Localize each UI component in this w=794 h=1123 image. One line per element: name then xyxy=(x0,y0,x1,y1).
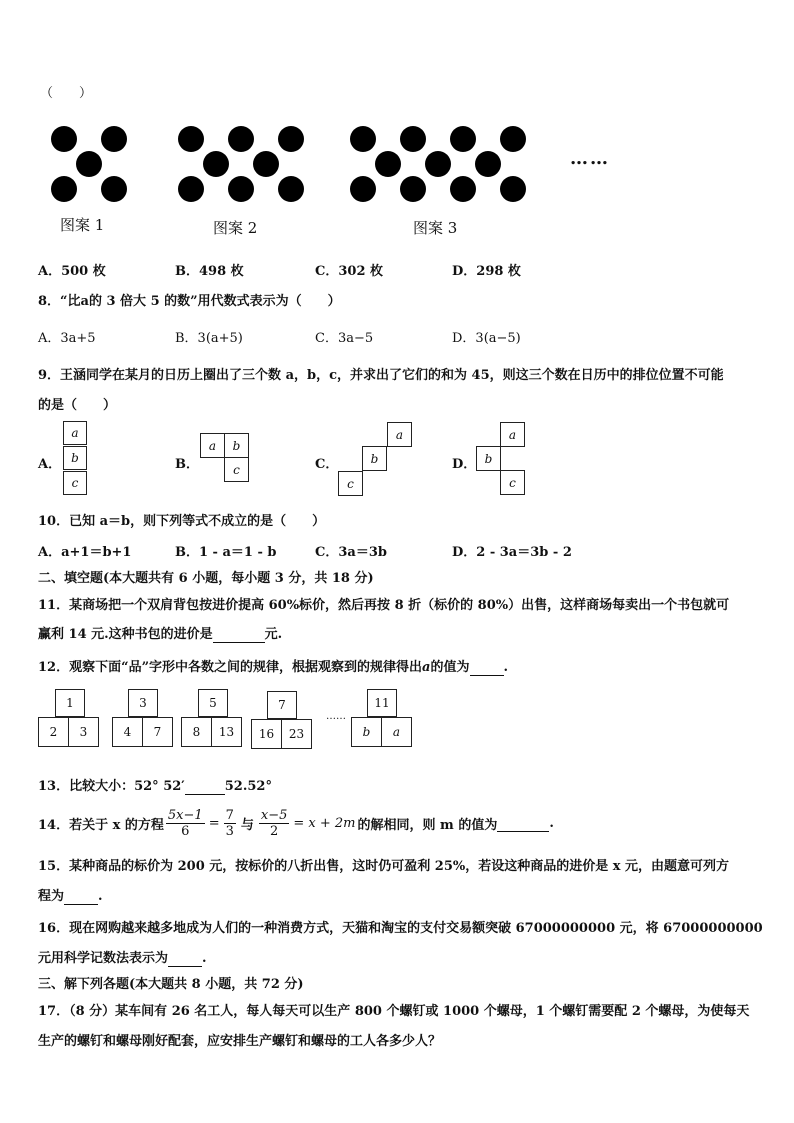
pin-right-cell: a xyxy=(381,717,412,747)
fraction xyxy=(224,808,236,839)
calendar-cell: a xyxy=(500,422,525,447)
dot xyxy=(375,151,401,177)
pattern-label-2: 图案 2 xyxy=(213,219,258,237)
pin-right-cell: 7 xyxy=(142,717,173,747)
q8-option-a: A．3a+5 xyxy=(38,331,96,346)
q7-option-a: A．500 枚 xyxy=(38,264,106,279)
q13-rhs: 52.52° xyxy=(224,779,272,794)
q10-option-c: C．3a＝3b xyxy=(315,545,387,560)
pin-left-cell: 8 xyxy=(181,717,212,747)
q12-stem xyxy=(38,656,508,676)
pattern-figure xyxy=(0,0,794,250)
pin-left-cell: 16 xyxy=(251,719,282,749)
answer-paren: （ ） xyxy=(40,86,93,101)
denominator: 3 xyxy=(225,824,234,839)
answer-blank[interactable] xyxy=(64,889,98,905)
dot xyxy=(278,176,304,202)
answer-blank[interactable] xyxy=(168,951,202,967)
calendar-cell: b xyxy=(362,446,387,471)
pin-left-cell: 4 xyxy=(112,717,143,747)
pattern-label-3: 图案 3 xyxy=(413,219,458,237)
q14-text: . xyxy=(549,816,554,831)
calendar-cell: b xyxy=(224,433,249,458)
q9-option-c-label: C． xyxy=(315,457,339,472)
q16-text: 元用科学记数法表示为 xyxy=(38,951,169,966)
calendar-cell: b xyxy=(476,446,501,471)
calendar-cell: a xyxy=(63,421,87,445)
q16-line1: 16．现在网购越来越多地成为人们的一种消费方式，天猫和淘宝的支付交易额突破 67000000000 元，将 67000000000 xyxy=(38,921,763,936)
q9-stem-line1: 9．王涵同学在某月的日历上圈出了三个数 a，b，c，并求出了它们的和为 45，则这三个数在日历中的排位位置不可能 xyxy=(38,368,724,383)
dot xyxy=(425,151,451,177)
dot xyxy=(178,176,204,202)
pattern-label-1: 图案 1 xyxy=(60,216,105,234)
q15-line1: 15．某种商品的标价为 200 元，按标价的八折出售，这时仍可盈利 25%，若设这种商品的进价是 x 元，由题意可列方 xyxy=(38,859,730,874)
q14-rhs: = x + 2m xyxy=(293,816,356,831)
answer-blank[interactable] xyxy=(213,627,265,643)
q7-option-b: B．498 枚 xyxy=(175,264,244,279)
q9-stem-line2: 的是（ ） xyxy=(38,398,117,413)
q11-text: 赢利 14 元.这种书包的进价是 xyxy=(38,627,213,642)
pin-top-cell: 3 xyxy=(128,689,158,717)
pin-right-cell: 23 xyxy=(281,719,312,749)
q11-unit: 元. xyxy=(264,627,283,642)
pin-left-cell: b xyxy=(351,717,382,747)
dot xyxy=(178,126,204,152)
dot xyxy=(350,126,376,152)
q9-option-a-label: A． xyxy=(38,457,62,472)
q13-text: 13．比较大小：52° 52′ xyxy=(38,779,185,794)
fraction xyxy=(259,808,290,839)
numerator: x−5 xyxy=(260,808,288,823)
pin-top-cell: 1 xyxy=(55,689,85,717)
q12-dots: …… xyxy=(326,711,346,722)
section-3-heading: 三、解下列各题(本大题共 8 小题，共 72 分) xyxy=(38,977,304,992)
q14-text: 与 xyxy=(240,818,254,833)
denominator: 6 xyxy=(181,824,190,839)
dot xyxy=(203,151,229,177)
pin-top-cell: 11 xyxy=(367,689,397,717)
numerator: 5x−1 xyxy=(167,808,203,823)
q16-text: . xyxy=(202,951,207,966)
q12-var: a xyxy=(422,660,431,675)
answer-blank[interactable] xyxy=(497,816,549,832)
q12-text: 12．观察下面“品”字形中各数之间的规律，根据观察到的规律得出 xyxy=(38,660,423,675)
pattern-ellipsis: …… xyxy=(570,148,610,169)
dot xyxy=(450,176,476,202)
q9-option-b-label: B． xyxy=(175,457,199,472)
q15-line2 xyxy=(38,885,103,905)
q10-option-d: D．2 - 3a＝3b - 2 xyxy=(452,545,572,560)
q7-option-c: C．302 枚 xyxy=(315,264,384,279)
dot xyxy=(101,176,127,202)
fraction xyxy=(166,808,205,839)
calendar-cell: b xyxy=(63,446,87,470)
dot xyxy=(228,126,254,152)
pin-left-cell: 2 xyxy=(38,717,69,747)
dot xyxy=(500,126,526,152)
dot xyxy=(76,151,102,177)
q16-line2 xyxy=(38,947,207,967)
equals-sign: = xyxy=(208,816,220,831)
dot xyxy=(51,176,77,202)
q15-text: 程为 xyxy=(38,889,65,904)
q8-option-d: D．3(a−5) xyxy=(452,331,521,346)
q14-text: 14．若关于 x 的方程 xyxy=(38,818,164,833)
denominator: 2 xyxy=(270,824,279,839)
q15-text: . xyxy=(98,889,103,904)
dot xyxy=(400,176,426,202)
dot xyxy=(350,176,376,202)
numerator: 7 xyxy=(225,808,234,823)
dot xyxy=(253,151,279,177)
q8-option-b: B．3(a+5) xyxy=(175,331,243,346)
calendar-cell: a xyxy=(200,433,225,458)
q10-option-a: A．a+1＝b+1 xyxy=(38,545,132,560)
dot xyxy=(51,126,77,152)
pin-right-cell: 3 xyxy=(68,717,99,747)
dot xyxy=(228,176,254,202)
q9-option-d-label: D． xyxy=(452,457,477,472)
dot xyxy=(450,126,476,152)
calendar-cell: a xyxy=(387,422,412,447)
q8-stem: 8．“比a的 3 倍大 5 的数”用代数式表示为（ ） xyxy=(38,294,341,309)
dot xyxy=(101,126,127,152)
q7-option-d: D．298 枚 xyxy=(452,264,521,279)
q10-stem: 10．已知 a＝b，则下列等式不成立的是（ ） xyxy=(38,514,326,529)
calendar-cell: c xyxy=(500,470,525,495)
pin-top-cell: 5 xyxy=(198,689,228,717)
pin-right-cell: 13 xyxy=(211,717,242,747)
q13-stem xyxy=(38,775,272,795)
q11-line1: 11．某商场把一个双肩背包按进价提高 60%标价，然后再按 8 折（标价的 80%）出售，这样商场每卖出一个书包就可 xyxy=(38,598,730,613)
dot xyxy=(500,176,526,202)
q10-option-b: B．1 - a＝1 - b xyxy=(175,545,277,560)
section-2-heading: 二、填空题(本大题共有 6 小题，每小题 3 分，共 18 分) xyxy=(38,571,374,586)
calendar-cell: c xyxy=(338,471,363,496)
q12-text: . xyxy=(503,660,509,675)
calendar-cell: c xyxy=(224,457,249,482)
pin-top-cell: 7 xyxy=(267,691,297,719)
q17-line2: 生产的螺钉和螺母刚好配套，应安排生产螺钉和螺母的工人各多少人？ xyxy=(38,1034,442,1049)
q14-text: 的解相同，则 m 的值为 xyxy=(357,818,498,833)
answer-blank[interactable] xyxy=(470,660,504,676)
q12-text: 的值为 xyxy=(430,660,470,675)
q17-line1: 17．（8 分）某车间有 26 名工人，每人每天可以生产 800 个螺钉或 1000 个螺母，1 个螺钉需要配 2 个螺母，为使每天 xyxy=(38,1004,750,1019)
answer-blank[interactable] xyxy=(185,779,225,795)
dot xyxy=(475,151,501,177)
q11-line2 xyxy=(38,623,282,643)
dot xyxy=(278,126,304,152)
dot xyxy=(400,126,426,152)
q8-option-c: C．3a−5 xyxy=(315,331,374,346)
calendar-cell: c xyxy=(63,471,87,495)
q14-stem xyxy=(38,808,554,839)
